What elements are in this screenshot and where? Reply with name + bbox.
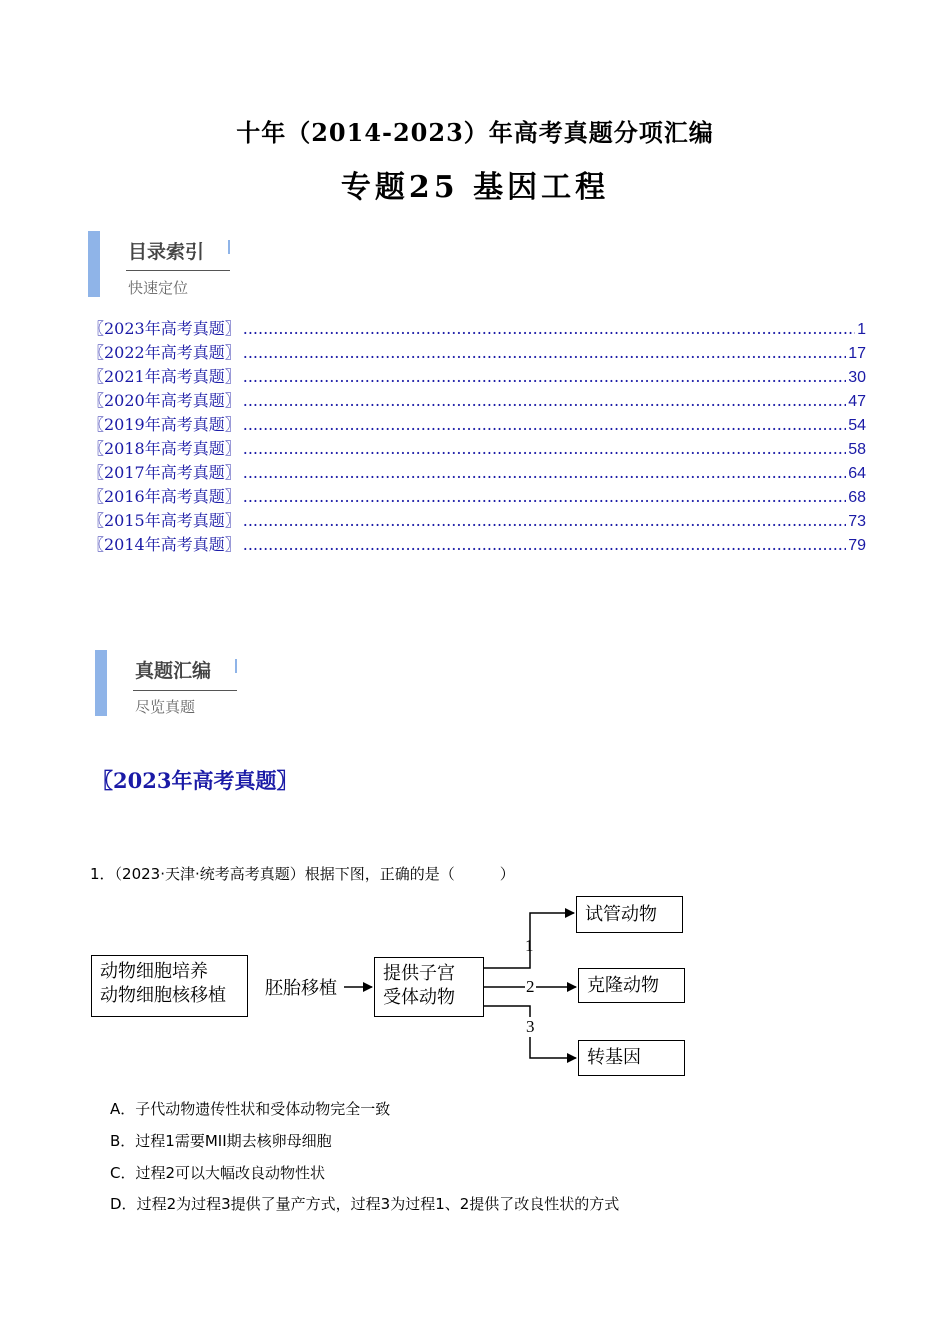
section-underline bbox=[133, 690, 237, 691]
toc-label: 〖2015年高考真题〗 bbox=[88, 511, 241, 530]
section-underline bbox=[126, 270, 230, 271]
question-stem bbox=[90, 863, 515, 884]
option-text: 过程2为过程3提供了量产方式，过程3为过程1、2提供了改良性状的方式 bbox=[136, 1195, 620, 1213]
box-line: 动物细胞培养 bbox=[100, 961, 208, 982]
recipient-animal-box bbox=[374, 957, 484, 1017]
branch-1-connector bbox=[484, 913, 574, 968]
toc-label: 〖2014年高考真题〗 bbox=[88, 535, 241, 554]
toc-page: 58 bbox=[848, 441, 866, 458]
section-tick bbox=[228, 240, 230, 254]
branch-1-number: 1 bbox=[525, 936, 534, 955]
toc-page: 30 bbox=[848, 369, 866, 386]
questions-section-subtitle: 尽览真题 bbox=[135, 698, 196, 716]
option-text: 过程2可以大幅改良动物性状 bbox=[135, 1164, 326, 1182]
toc-entry-2023[interactable] bbox=[88, 316, 866, 340]
branch-3-connector bbox=[484, 1006, 576, 1058]
toc-entry-2016[interactable] bbox=[88, 484, 866, 508]
section-tick bbox=[235, 659, 237, 673]
toc-entry-2018[interactable] bbox=[88, 436, 866, 460]
option-text: 子代动物遗传性状和受体动物完全一致 bbox=[135, 1100, 391, 1118]
box-line: 动物细胞核移植 bbox=[100, 985, 226, 1006]
question-number: 1． bbox=[90, 865, 115, 883]
section-accent-bar bbox=[88, 231, 100, 297]
option-key: C． bbox=[110, 1164, 136, 1182]
toc-section-subtitle: 快速定位 bbox=[128, 279, 189, 297]
option-b[interactable] bbox=[110, 1130, 332, 1151]
embryo-transfer-label: 胚胎移植 bbox=[265, 974, 337, 1000]
toc-page: 73 bbox=[848, 513, 866, 530]
toc-page: 47 bbox=[848, 393, 866, 410]
toc-label: 〖2020年高考真题〗 bbox=[88, 391, 241, 410]
toc-page: 79 bbox=[848, 537, 866, 554]
toc-entry-2022[interactable] bbox=[88, 340, 866, 364]
toc-label: 〖2021年高考真题〗 bbox=[88, 367, 241, 386]
option-c[interactable] bbox=[110, 1162, 325, 1183]
option-a[interactable] bbox=[110, 1098, 390, 1119]
toc-page: 54 bbox=[848, 417, 866, 434]
box-line: 受体动物 bbox=[383, 987, 455, 1008]
toc-entry-2017[interactable] bbox=[88, 460, 866, 484]
option-key: B． bbox=[110, 1132, 136, 1150]
test-tube-animal-box: 试管动物 bbox=[576, 896, 683, 933]
toc-label: 〖2019年高考真题〗 bbox=[88, 415, 241, 434]
toc-entry-2021[interactable] bbox=[88, 364, 866, 388]
table-of-contents bbox=[88, 316, 866, 556]
toc-page: 17 bbox=[848, 345, 866, 362]
toc-label: 〖2018年高考真题〗 bbox=[88, 439, 241, 458]
source-techniques-box bbox=[91, 955, 248, 1017]
box-line: 提供子宫 bbox=[383, 963, 455, 984]
branch-2-number: 2 bbox=[526, 977, 535, 996]
section-accent-bar bbox=[95, 650, 107, 716]
toc-entry-2019[interactable] bbox=[88, 412, 866, 436]
branch-3-number: 3 bbox=[526, 1017, 535, 1036]
toc-label: 〖2016年高考真题〗 bbox=[88, 487, 241, 506]
toc-label: 〖2017年高考真题〗 bbox=[88, 463, 241, 482]
option-text: 过程1需要MII期去核卵母细胞 bbox=[135, 1132, 332, 1150]
toc-entry-2014[interactable] bbox=[88, 532, 866, 556]
questions-section-title: 真题汇编 bbox=[135, 660, 212, 682]
toc-page: 1 bbox=[857, 321, 866, 338]
toc-label: 〖2023年高考真题〗 bbox=[88, 319, 241, 338]
topic-title: 专题25 基因工程 bbox=[340, 170, 610, 205]
question-text: （2023·天津·统考高考真题）根据下图，正确的是（ ） bbox=[114, 865, 515, 883]
cloned-animal-box: 克隆动物 bbox=[578, 968, 685, 1003]
year-heading: 〖2023年高考真题〗 bbox=[92, 768, 298, 793]
transgenic-box: 转基因 bbox=[578, 1040, 685, 1076]
toc-label: 〖2022年高考真题〗 bbox=[88, 343, 241, 362]
option-key: A． bbox=[110, 1100, 136, 1118]
option-key: D． bbox=[110, 1195, 137, 1213]
document-title: 十年（2014-2023）年高考真题分项汇编 bbox=[236, 118, 714, 147]
toc-entry-2020[interactable] bbox=[88, 388, 866, 412]
option-d[interactable] bbox=[110, 1193, 619, 1214]
toc-page: 64 bbox=[848, 465, 866, 482]
toc-entry-2015[interactable] bbox=[88, 508, 866, 532]
toc-page: 68 bbox=[848, 489, 866, 506]
toc-section-title: 目录索引 bbox=[128, 241, 205, 263]
